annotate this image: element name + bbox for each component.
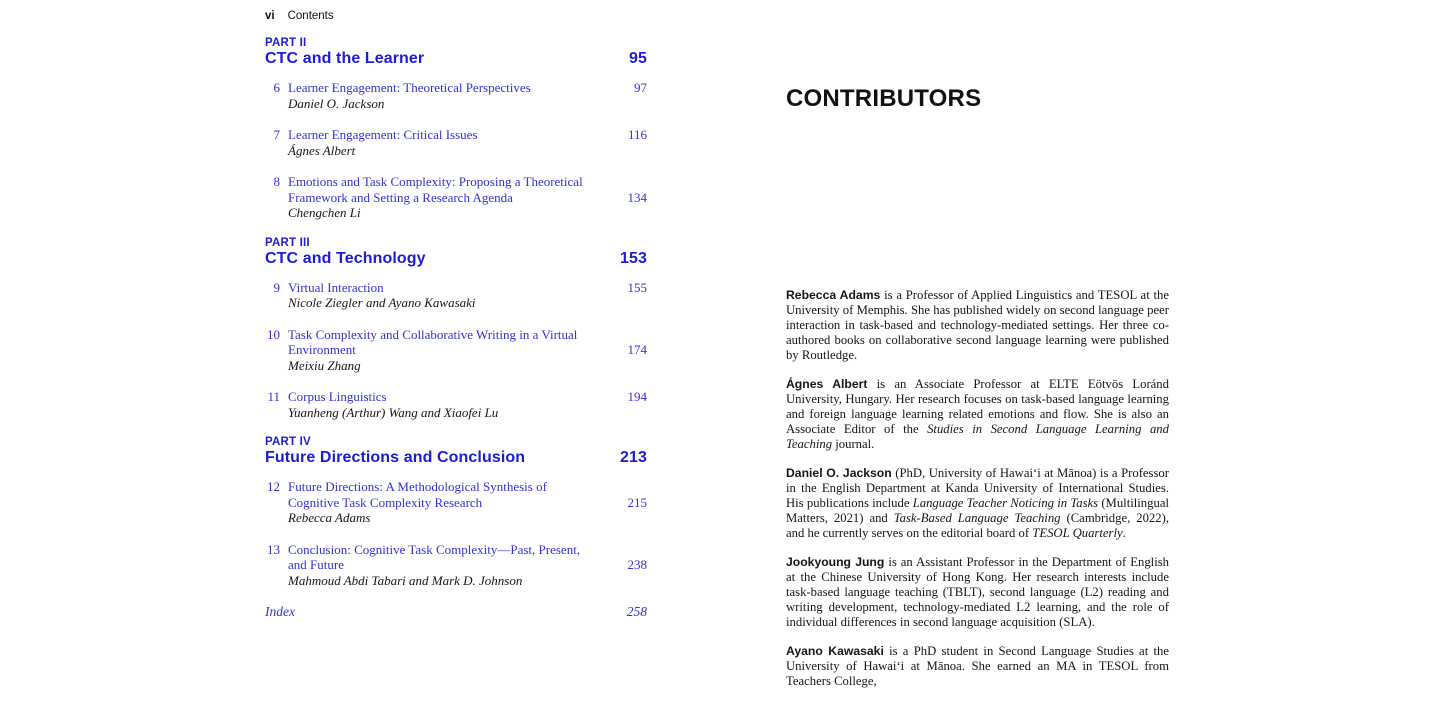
- chapter-title-text: Emotions and Task Complexity: Proposing a Theoretical: [288, 174, 583, 189]
- chapter-title-text: Task Complexity and Collaborative Writing in a Virtual: [288, 326, 578, 342]
- part-title: CTC and the Learner: [265, 50, 425, 67]
- contributors-heading: CONTRIBUTORS: [786, 85, 982, 112]
- part-title-row: [265, 449, 647, 467]
- chapter-title-line: [288, 389, 647, 405]
- bio-text-italic: TESOL Quarterly: [1032, 526, 1123, 540]
- chapter-authors: Yuanheng (Arthur) Wang and Xiaofei Lu: [288, 404, 499, 420]
- toc-chapter-entry: [265, 127, 647, 158]
- chapter-title-text: Environment: [288, 342, 356, 357]
- chapter-number: 13: [267, 541, 280, 557]
- toc-chapter-entry: [265, 80, 647, 111]
- part-title-row: [265, 50, 647, 68]
- contributor-bio: [786, 555, 1169, 630]
- contributor-name: Daniel O. Jackson: [786, 466, 892, 480]
- toc-chapter-entry: [265, 542, 647, 589]
- chapter-title-line: [288, 190, 647, 206]
- chapter-body: [288, 389, 647, 420]
- chapter-number: 10: [267, 326, 280, 342]
- chapter-body: [288, 174, 647, 221]
- chapter-page-number: 155: [627, 279, 647, 295]
- bio-text: .: [1122, 526, 1126, 540]
- contributor-name: Ágnes Albert: [786, 377, 868, 391]
- chapter-title-text: Virtual Interaction: [288, 279, 384, 295]
- bio-text: is a Professor of Applied Linguistics and TESOL at the University of Memphis. She has published widely on second language peer interaction in task-based and technology-mediated settings. Her three co-authored books on collaborative second language learning were published by Routledge.: [786, 288, 1169, 362]
- chapter-title-text: Conclusion: Cognitive Task Complexity—Past, Present,: [288, 541, 581, 557]
- chapter-body: [288, 127, 647, 158]
- bio-text-italic: Studies in Second Language Learning and Teaching: [786, 422, 1169, 451]
- chapter-number: 6: [273, 80, 280, 95]
- chapter-title-line: [288, 542, 647, 558]
- chapter-body: [288, 479, 647, 526]
- chapter-number: 11: [267, 389, 280, 404]
- chapter-authors: Chengchen Li: [288, 205, 361, 220]
- bio-text: (PhD, University of Hawaiʻi at Mānoa) is a Professor in the English Department at Kanda University of International Studies. His publications include: [786, 466, 1169, 510]
- index-page-number: 258: [626, 604, 647, 619]
- part-page-number: 213: [620, 449, 647, 466]
- chapter-page-number: 116: [627, 127, 647, 142]
- chapter-authors: Meixiu Zhang: [288, 357, 361, 373]
- chapter-title-line: [288, 280, 647, 296]
- chapter-authors: Mahmoud Abdi Tabari and Mark D. Johnson: [288, 572, 523, 588]
- chapter-title-line: [288, 174, 647, 190]
- toc-chapter-entry: [265, 327, 647, 374]
- chapter-title-text: Learner Engagement: Theoretical Perspectives: [288, 80, 531, 95]
- chapter-title-text: Corpus Linguistics: [288, 389, 387, 404]
- chapter-number: 9: [273, 279, 280, 295]
- chapter-title-text: and Future: [288, 557, 344, 572]
- chapter-title-text: Framework and Setting a Research Agenda: [288, 189, 513, 205]
- chapter-authors: Rebecca Adams: [288, 510, 371, 525]
- bio-text: (Cambridge, 2022), and he currently serves on the editorial board of: [786, 511, 1170, 540]
- chapter-title-line: [288, 342, 647, 358]
- chapter-authors: Daniel O. Jackson: [288, 95, 385, 111]
- chapter-body: [288, 327, 647, 374]
- contributor-name: Jookyoung Jung: [786, 555, 885, 569]
- contributor-name: Ayano Kawasaki: [786, 644, 884, 658]
- chapter-page-number: 134: [627, 189, 647, 205]
- part-title-row: [265, 250, 647, 268]
- folio-page-number: vi: [265, 10, 275, 22]
- bio-text: (Multilingual Matters, 2021) and: [786, 496, 1169, 525]
- contributors-page: [786, 0, 1170, 688]
- contributor-bio: [786, 644, 1169, 689]
- chapter-number: 7: [273, 127, 280, 142]
- contents-page: [265, 10, 647, 620]
- contributor-bio: [786, 288, 1169, 363]
- contributors-bios: [786, 288, 1169, 703]
- chapter-body: [288, 80, 647, 111]
- running-header: [265, 10, 647, 22]
- toc-part-section: [265, 436, 647, 588]
- part-label: PART III: [265, 236, 310, 249]
- chapter-page-number: 215: [627, 494, 647, 510]
- bio-text: is an Associate Professor at ELTE Eötvös Loránd University, Hungary. Her research focuses on task-based language learning and foreign language learning related emotions and flow. She is also an Associate Editor of the: [786, 377, 1169, 436]
- bio-text-italic: Task-Based Language Teaching: [893, 511, 1061, 525]
- chapter-page-number: 97: [634, 80, 647, 95]
- toc-chapter-entry: [265, 174, 647, 221]
- bio-text: is a PhD student in Second Language Studies at the University of Hawaiʻi at Mānoa. She earned an MA in TESOL from Teachers College,: [786, 644, 1169, 688]
- chapter-title-text: Learner Engagement: Critical Issues: [288, 127, 478, 142]
- chapter-title-line: [288, 495, 647, 511]
- bio-text: journal.: [832, 437, 875, 451]
- chapter-body: [288, 542, 647, 589]
- chapter-title-line: [288, 557, 647, 573]
- part-title: Future Directions and Conclusion: [265, 449, 526, 466]
- toc-index-row: [265, 604, 647, 620]
- bio-text: is an Assistant Professor in the Department of English at the Chinese University of Hong Kong. Her research interests include task-based language teaching (TBLT), second language (L2) reading and writing development, technology-mediated L2 learning, and the role of individual differences in second language acquisition (SLA).: [786, 555, 1170, 629]
- toc-chapter-entry: [265, 280, 647, 311]
- chapter-title-text: Future Directions: A Methodological Synthesis of: [288, 479, 547, 494]
- chapter-page-number: 194: [627, 389, 647, 404]
- part-label: PART II: [265, 37, 307, 49]
- part-page-number: 95: [629, 50, 647, 67]
- chapter-page-number: 174: [627, 342, 647, 357]
- toc-chapter-entry: [265, 389, 647, 420]
- chapter-authors: Ágnes Albert: [288, 142, 356, 158]
- chapter-title-line: [288, 479, 647, 495]
- chapter-page-number: 238: [627, 557, 647, 572]
- part-page-number: 153: [620, 249, 647, 267]
- toc-chapter-entry: [265, 479, 647, 526]
- part-label: PART IV: [265, 436, 311, 448]
- toc-sections: [265, 37, 647, 588]
- contributor-bio: [786, 377, 1169, 452]
- running-header-title: Contents: [287, 10, 334, 22]
- toc-part-section: [265, 237, 647, 421]
- chapter-title-line: [288, 327, 647, 343]
- part-title: CTC and Technology: [265, 249, 426, 267]
- chapter-title-text: Cognitive Task Complexity Research: [288, 494, 483, 510]
- chapter-body: [288, 280, 647, 311]
- index-label: Index: [265, 604, 295, 619]
- chapter-title-line: [288, 80, 647, 96]
- chapter-title-line: [288, 127, 647, 143]
- chapter-authors: Nicole Ziegler and Ayano Kawasaki: [288, 295, 476, 310]
- bio-text-italic: Language Teacher Noticing in Tasks: [912, 496, 1099, 510]
- chapter-number: 12: [267, 479, 280, 494]
- chapter-number: 8: [273, 174, 280, 189]
- toc-part-section: [265, 37, 647, 221]
- contributor-name: Rebecca Adams: [786, 288, 881, 302]
- contributor-bio: [786, 466, 1169, 541]
